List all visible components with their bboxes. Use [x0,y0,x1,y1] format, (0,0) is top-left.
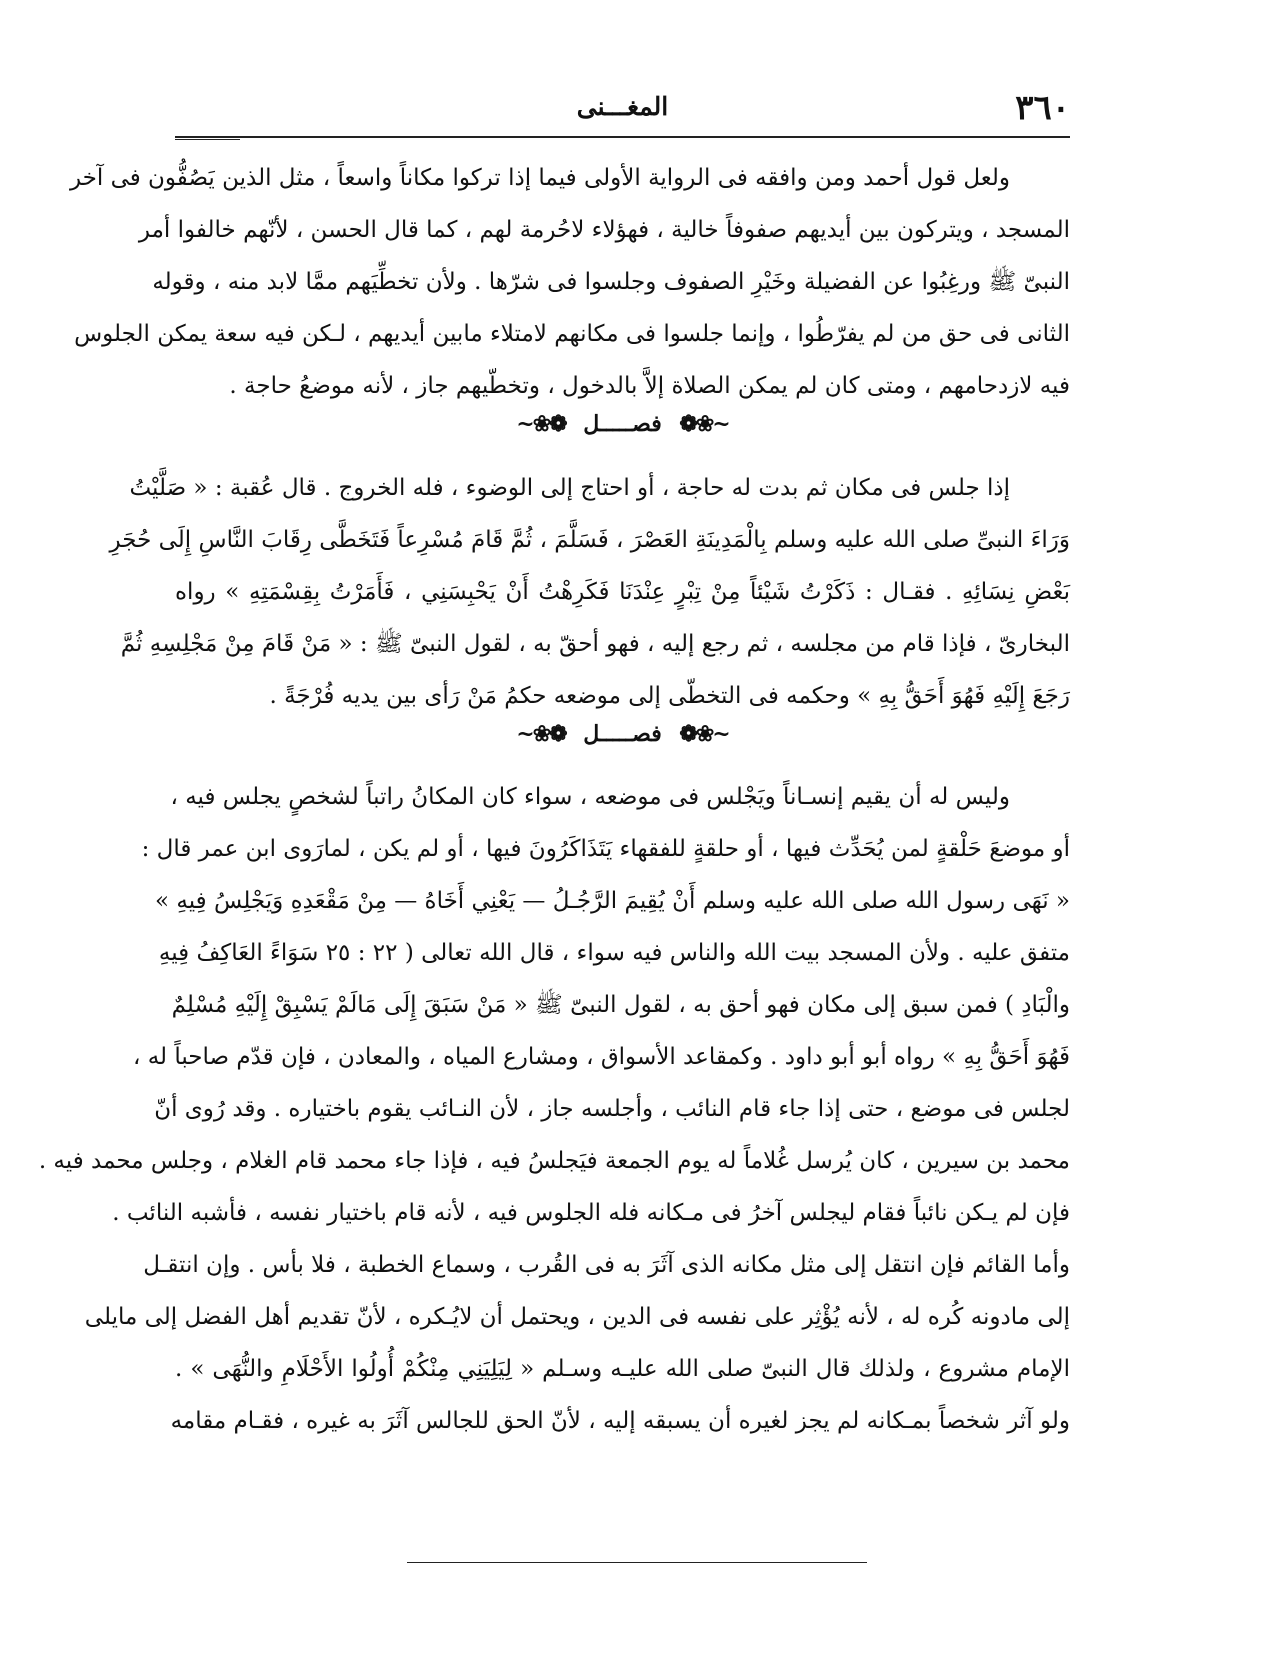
footer-rule [407,1562,867,1563]
page-header [175,78,1070,134]
header-rule-underline [175,139,240,140]
text-line: الثانى فى حق من لم يفرّطُوا ، وإنما جلسوا فى مكانهم لامتلاء مابين أيديهم ، لـكن فيه سعة يمكن الجلوس [74,321,1070,347]
text-line: فيه لازدحامهم ، ومتى كان لم يمكن الصلاة إلاَّ بالدخول ، وتخطّيهم جاز ، لأنه موضعُ حاجة . [229,373,1070,399]
section-title: فصـــــل [583,721,662,747]
text-line: ولعل قول أحمد ومن وافقه فى الرواية الأولى فيما إذا تركوا مكاناً واسعاً ، مثل الذين يَصُفُّون فى آخر [69,165,1010,191]
text-line: إذا جلس فى مكان ثم بدت له حاجة ، أو احتاج إلى الوضوء ، فله الخروج . قال عُقبة : « صَلَّيْتُ [129,475,1010,501]
text-line: متفق عليه . ولأن المسجد بيت الله والناس فيه سواء ، قال الله تعالى ( ٢٢ : ٢٥ سَوَاءً العَاكِفُ فِيهِ [158,940,1070,966]
text-line: النبىّ ﷺ ورغِبُوا عن الفضيلة وخَيْرِ الصفوف وجلسوا فى شرّها . ولأن تخطِّيَهم ممَّا لابد منه ، وقوله [152,269,1070,295]
text-line: رَجَعَ إِلَيْهِ فَهُوَ أَحَقُّ بِهِ » وحكمه فى التخطّى إلى موضعه حكمُ مَنْ رَأى بين يديه فُرْجَةً . [269,683,1070,709]
running-title: المغـــنى [576,92,669,121]
text-line: الإمام مشروع ، ولذلك قال النبىّ صلى الله عليـه وسـلم « لِيَلِيَنِي مِنْكُمْ أُولُوا الأَحْلَامِ والنُّهَى » . [175,1356,1070,1382]
text-line: والْبَادِ ) فمن سبق إلى مكان فهو أحق به ، لقول النبىّ ﷺ « مَنْ سَبَقَ إِلَى مَالَمْ يَسْبِقْ إِلَيْهِ مُسْلِمٌ [171,992,1070,1018]
text-line: ولو آثر شخصاً بمـكانه لم يجز لغيره أن يسبقه إليه ، لأنّ الحق للجالس آثَرَ به غيره ، فقـام مقامه [170,1408,1070,1434]
ornament-icon: ❁❀~ [516,411,566,437]
page-number: ٣٦٠ [1015,88,1070,128]
text-line: وليس له أن يقيم إنسـاناً ويَجْلس فى موضعه ، سواء كان المكانُ راتباً لشخصٍ يجلس فيه ، [170,784,1010,810]
ornament-icon: ~❀❁ [679,411,729,437]
section-title: فصـــــل [583,411,662,437]
text-line: أو موضعَ حَلْقةٍ لمن يُحَدِّث فيها ، أو حلقةٍ للفقهاء يَتَذَاكَرُونَ فيها ، أو لم يكن ، لمارَوى ابن عمر قال : [141,836,1070,862]
section-heading-1 [175,410,1070,437]
paragraph-1 [69,152,1070,412]
text-line: إلى مادونه كُره له ، لأنه يُؤْثِر على نفسه فى الدين ، ويحتمل أن لايُـكره ، لأنّ تقديم أهل الفضل إلى مايلى [84,1304,1070,1330]
text-line: فإن لم يـكن نائباً فقام ليجلس آخرُ فى مـكانه فله الجلوس فيه ، لأنه قام باختيار نفسه ، فأشبه النائب . [112,1200,1070,1226]
paragraph-3 [38,771,1070,1447]
ornament-icon: ❁❀~ [516,721,566,747]
paragraph-2 [109,462,1070,722]
section-heading-2 [175,720,1070,747]
text-line: « نَهَى رسول الله صلى الله عليه وسلم أَنْ يُقِيمَ الرَّجُـلُ — يَعْنِي أَخَاهُ — مِنْ مَقْعَدِهِ وَيَجْلِسُ فِيهِ » [155,888,1070,914]
ornament-icon: ~❀❁ [679,721,729,747]
text-line: المسجد ، ويتركون بين أيديهم صفوفاً خالية ، فهؤلاء لاحُرمة لهم ، كما قال الحسن ، لأنّهم خالفوا أمر [138,217,1070,243]
text-line: وأما القائم فإن انتقل إلى مثل مكانه الذى آثَرَ به فى القُرب ، وسماع الخطبة ، فلا بأس . وإن انتقـل [143,1252,1070,1278]
text-line: محمد بن سيرين ، كان يُرسل غُلاماً له يوم الجمعة فيَجلسُ فيه ، فإذا جاء محمد قام الغلام ، وجلس محمد فيه . [38,1148,1070,1174]
text-line: فَهُوَ أَحَقُّ بِهِ » رواه أبو أبو داود . وكمقاعد الأسواق ، ومشارع المياه ، والمعادن ، فإن قدّم صاحباً له ، [132,1044,1070,1070]
text-line: وَرَاءَ النبىِّ صلى الله عليه وسلم بِالْمَدِينَةِ العَصْرَ ، فَسَلَّمَ ، ثُمَّ قَامَ مُسْرِعاً فَتَخَطَّى رِقَابَ النَّاسِ إِلَى حُجَرِ [109,527,1070,553]
text-line: البخارىّ ، فإذا قام من مجلسه ، ثم رجع إليه ، فهو أحقّ به ، لقول النبىّ ﷺ : « مَنْ قَامَ مِنْ مَجْلِسِهِ ثُمَّ [120,631,1070,657]
header-rule [175,136,1070,138]
text-line: بَعْضِ نِسَائِهِ . فقـال : ذَكَرْتُ شَيْئاً مِنْ تِبْرٍ عِنْدَنَا فَكَرِهْتُ أَنْ يَحْبِسَنِي ، فَأَمَرْتُ بِقِسْمَتِهِ » رواه [175,579,1070,605]
text-line: لجلس فى موضع ، حتى إذا جاء قام النائب ، وأجلسه جاز ، لأن النـائب يقوم باختياره . وقد رُوى أنّ [154,1096,1070,1122]
